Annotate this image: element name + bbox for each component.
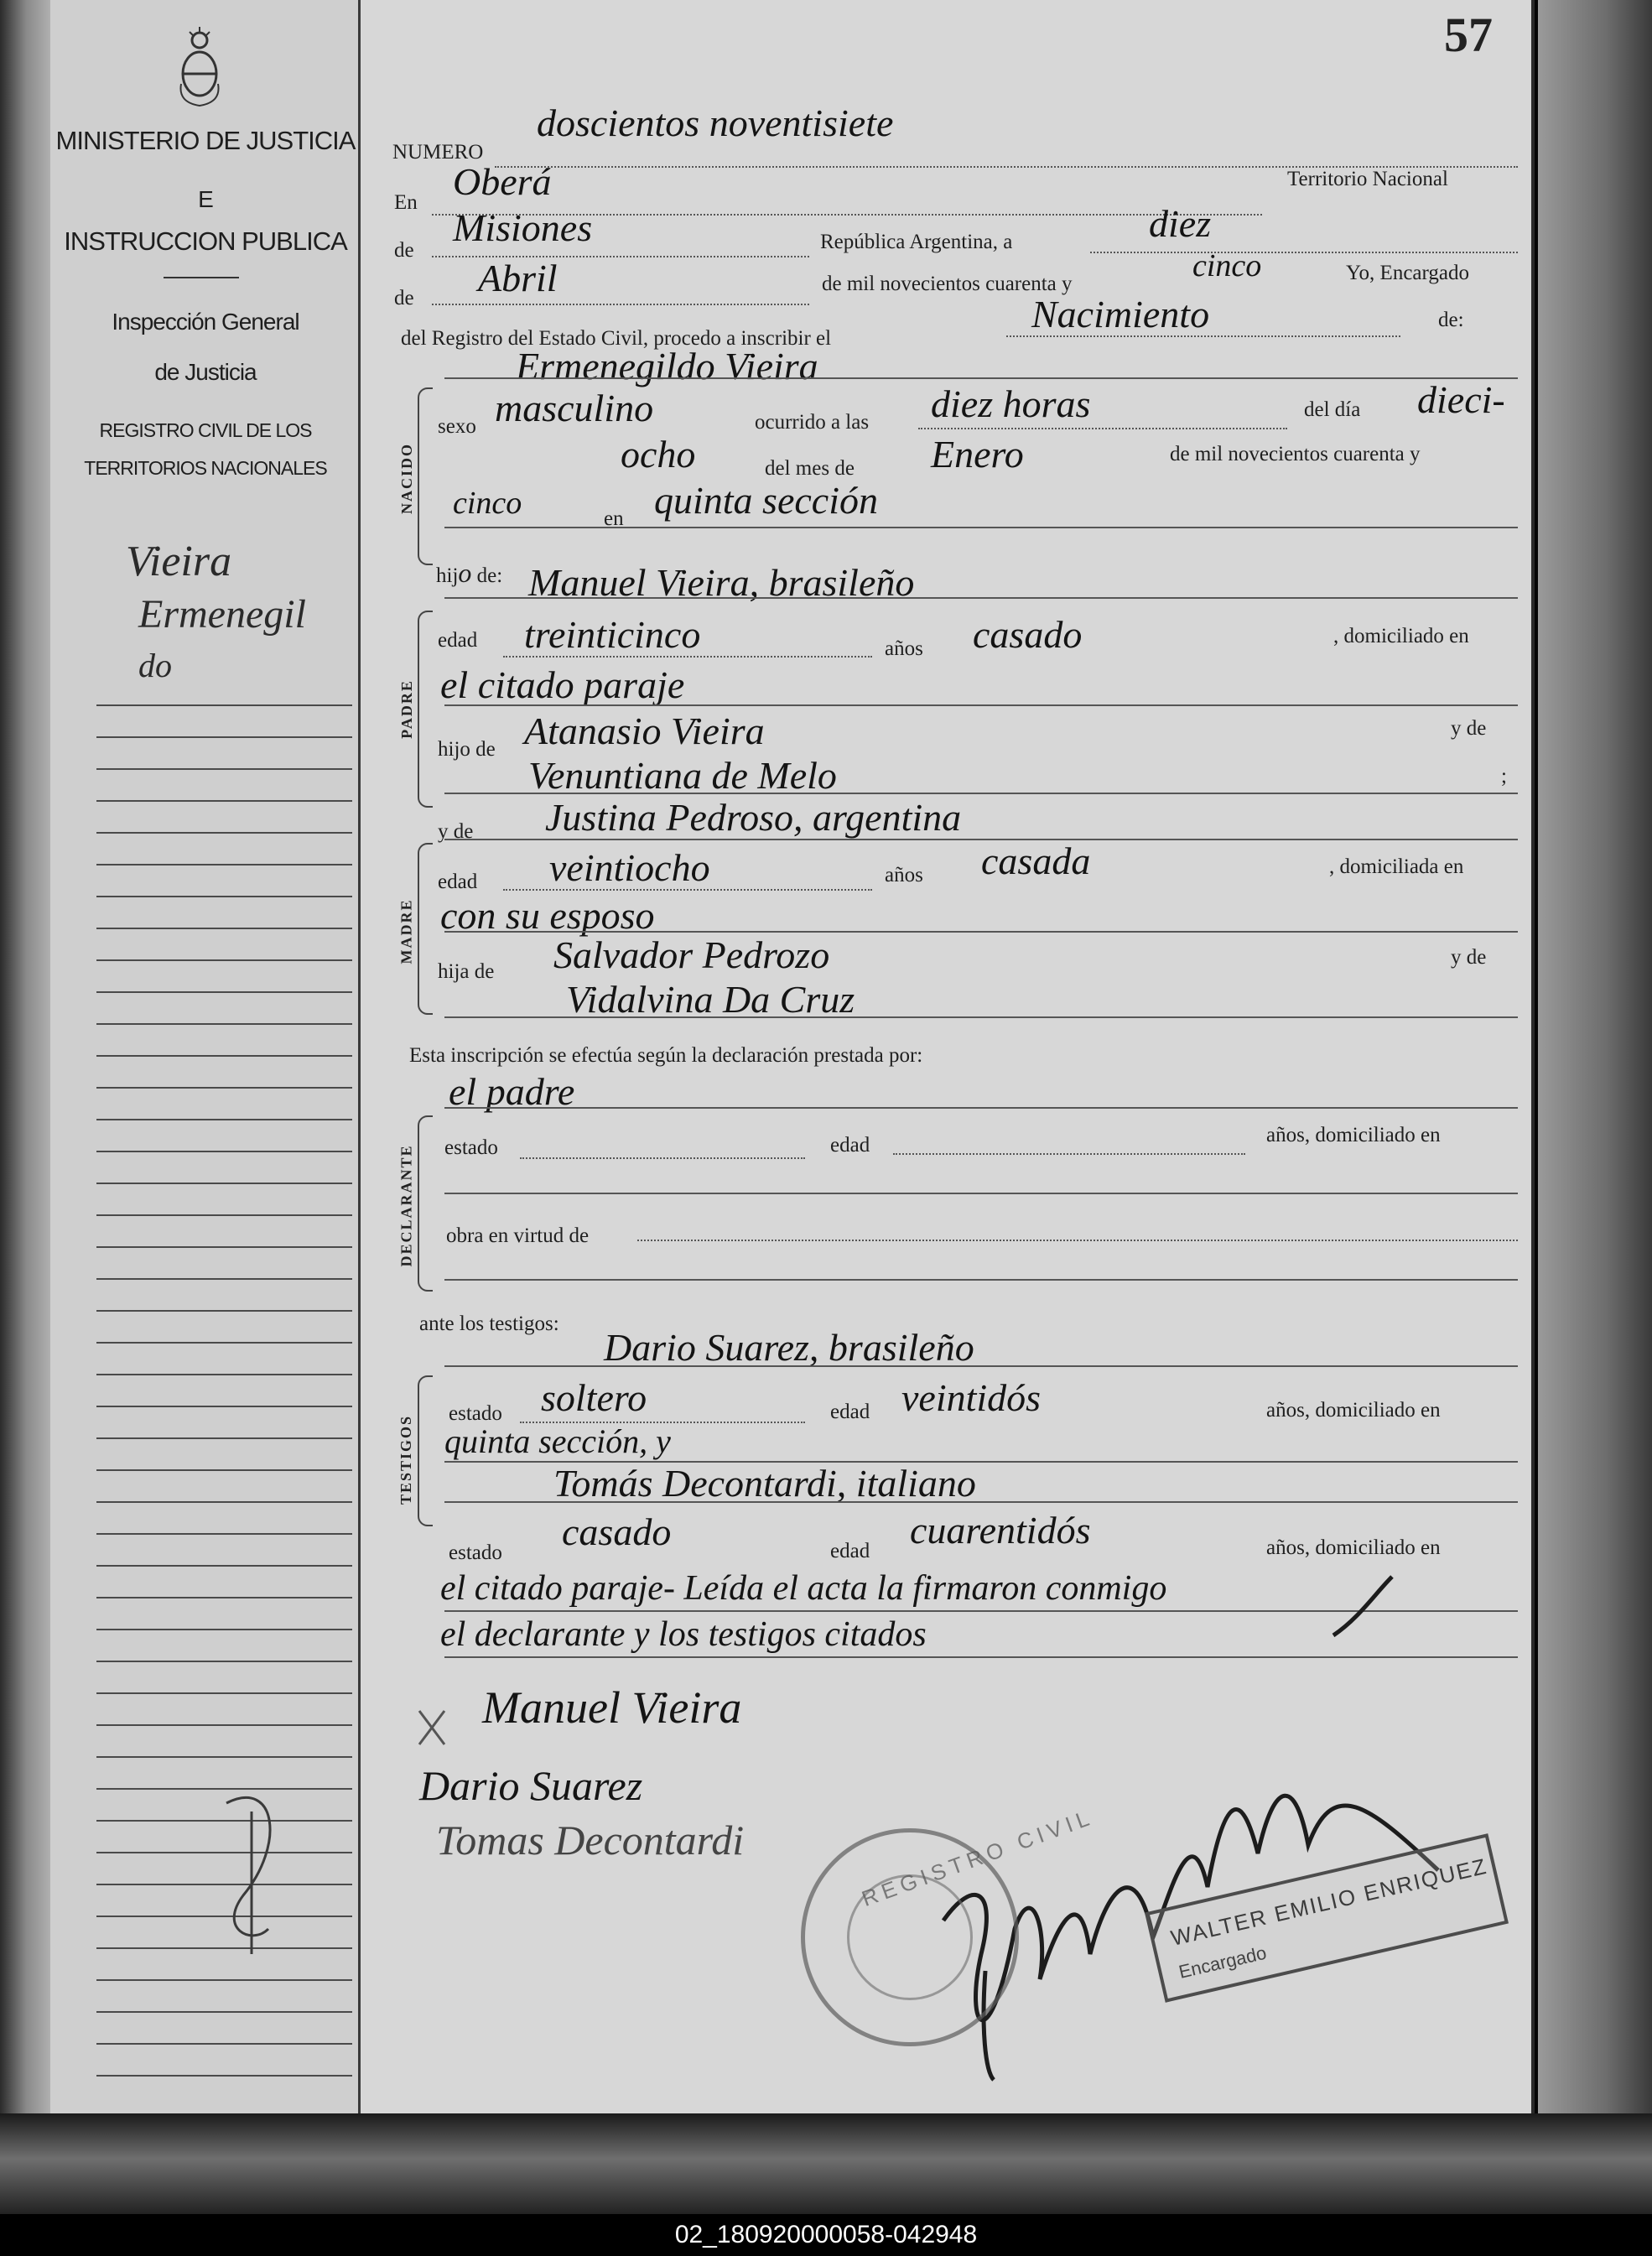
- testigo2-edad-label: edad: [830, 1540, 870, 1562]
- mes-nacimiento-value: Enero: [931, 433, 1024, 476]
- testigo1-nombre: Dario Suarez, brasileño: [604, 1326, 974, 1369]
- testigo1-estado-value: soltero: [541, 1376, 647, 1419]
- madre-edad-value: veintiocho: [549, 846, 710, 889]
- padre-anios-label: años: [885, 637, 923, 660]
- abuela-materna-value: Vidalvina Da Cruz: [566, 978, 855, 1021]
- hora-value: diez horas: [931, 382, 1091, 425]
- acto-value: Nacimiento: [1031, 293, 1210, 335]
- mil-nacimiento-label: de mil novecientos cuarenta y: [1170, 443, 1421, 465]
- declarante-nombre: el padre: [449, 1070, 575, 1113]
- stub-surname: Vieira: [126, 538, 232, 585]
- testigos-side-label: TESTIGOS: [397, 1414, 415, 1505]
- stub-given-name-end: do: [138, 647, 172, 684]
- ocurrido-label: ocurrido a las: [755, 411, 870, 434]
- madre-y-de-label-2: y de: [1451, 946, 1487, 969]
- del-mes-label: del mes de: [765, 457, 855, 480]
- mil-label: de mil novecientos cuarenta y: [822, 273, 1073, 295]
- de-label-1: de: [394, 239, 414, 262]
- anio-value: cinco: [1192, 248, 1262, 283]
- padre-y-de-label: y de: [1451, 717, 1487, 740]
- abuelo-paterno-value: Atanasio Vieira: [524, 710, 765, 752]
- madre-anios-label: años: [885, 864, 923, 886]
- padre-side-label: PADRE: [397, 678, 415, 739]
- abuelo-materno-value: Salvador Pedrozo: [553, 933, 830, 976]
- madre-side-label: MADRE: [397, 898, 415, 964]
- republica-label: República Argentina, a: [820, 231, 1013, 253]
- mes-value: Abril: [478, 257, 558, 299]
- numero-value: doscientos noventisiete: [537, 101, 894, 144]
- dia-nacimiento-value: dieci-: [1417, 378, 1505, 421]
- testigo1-estado-label: estado: [449, 1402, 502, 1425]
- de-label-3: de:: [1438, 309, 1464, 331]
- padre-hijo-de-label: hijo de: [438, 738, 496, 761]
- ministry-title: MINISTERIO DE JUSTICIA: [55, 126, 356, 155]
- testigo1-anios-label: años, domiciliado en: [1266, 1399, 1441, 1422]
- ministry-subtitle: INSTRUCCION PUBLICA: [64, 226, 347, 256]
- inspection-title: Inspección General: [112, 309, 299, 335]
- padre-edad-label: edad: [438, 629, 478, 652]
- testigo1-edad-value: veintidós: [901, 1376, 1042, 1419]
- dia-nacimiento-value-cont: ocho: [621, 433, 696, 476]
- declaracion-intro: Esta inscripción se efectúa según la declaración prestada por:: [409, 1044, 923, 1067]
- padre-semicolon: ;: [1501, 765, 1507, 788]
- en-nacimiento-label: en: [604, 507, 624, 530]
- sexo-label: sexo: [438, 415, 476, 438]
- testigo2-estado-label: estado: [449, 1541, 502, 1564]
- madre-edad-label: edad: [438, 871, 478, 893]
- testigos-intro: ante los testigos:: [419, 1313, 559, 1335]
- firma-testigo-1: Dario Suarez: [419, 1762, 643, 1809]
- en-value: Oberá: [453, 160, 552, 203]
- declarante-estado-label: estado: [444, 1136, 498, 1159]
- declarante-anios-label: años, domiciliado en: [1266, 1124, 1441, 1146]
- madre-domiciliada-label: , domiciliada en: [1329, 855, 1464, 878]
- declarante-side-label: DECLARANTE: [397, 1144, 415, 1267]
- registry-subtitle: TERRITORIOS NACIONALES: [84, 457, 327, 479]
- dia-value: diez: [1149, 202, 1212, 245]
- registry-title: REGISTRO CIVIL DE LOS: [99, 419, 312, 441]
- de-label-2: de: [394, 287, 414, 309]
- testigo2-anios-label: años, domiciliado en: [1266, 1536, 1441, 1559]
- madre-domicilio-value: con su esposo: [440, 894, 655, 937]
- padre-nombre: Manuel Vieira, brasileño: [528, 561, 915, 604]
- stub-given-name: Ermenegil: [138, 592, 306, 637]
- declarante-edad-label: edad: [830, 1134, 870, 1157]
- padre-domicilio-value: el citado paraje: [440, 663, 685, 706]
- territorio-label: Territorio Nacional: [1287, 168, 1448, 190]
- ministry-conjunction: E: [198, 186, 213, 212]
- officer-title: Encargado: [1177, 1942, 1269, 1983]
- del-dia-label: del día: [1304, 398, 1361, 421]
- madre-nombre: Justina Pedroso, argentina: [545, 796, 962, 839]
- firma-testigo-2: Tomas Decontardi: [436, 1817, 745, 1864]
- madre-estado-value: casada: [981, 840, 1091, 882]
- firma-declarante: Manuel Vieira: [482, 1682, 742, 1733]
- yo-encargado-label: Yo, Encargado: [1346, 262, 1469, 284]
- sexo-value: masculino: [495, 387, 654, 429]
- officer-name: WALTER EMILIO ENRIQUEZ: [1168, 1853, 1490, 1951]
- abuela-paterna-value: Venuntiana de Melo: [528, 754, 837, 797]
- padre-domiciliado-label: , domiciliado en: [1333, 625, 1469, 647]
- padre-estado-value: casado: [973, 613, 1083, 656]
- madre-hija-de-label: hija de: [438, 960, 495, 983]
- cierre-linea-1: el citado paraje- Leída el acta la firmaron conmigo: [440, 1569, 1167, 1608]
- madre-y-de-label: y de: [438, 820, 474, 843]
- testigo2-edad-value: cuarentidós: [910, 1509, 1091, 1552]
- numero-label: NUMERO: [392, 141, 484, 164]
- registro-label: del Registro del Estado Civil, procedo a inscribir el: [401, 327, 832, 350]
- image-caption: 02_180920000058-042948: [0, 2214, 1652, 2256]
- nacido-side-label: NACIDO: [397, 442, 415, 514]
- round-stamp-text: REGISTRO CIVIL: [858, 1803, 1098, 1912]
- inspection-subtitle: de Justicia: [154, 359, 257, 385]
- testigo1-domicilio-value: quinta sección, y: [444, 1422, 671, 1460]
- inscrito-nombre: Ermenegildo Vieira: [516, 345, 818, 387]
- cierre-linea-2: el declarante y los testigos citados: [440, 1615, 927, 1654]
- lugar-nacimiento-value: quinta sección: [654, 479, 878, 522]
- testigo1-edad-label: edad: [830, 1401, 870, 1423]
- book-bottom-edge: [0, 2113, 1652, 2214]
- obra-en-virtud-label: obra en virtud de: [446, 1224, 590, 1247]
- testigo2-estado-value: casado: [562, 1510, 672, 1553]
- testigo2-nombre: Tomás Decontardi, italiano: [553, 1462, 976, 1505]
- provincia-value: Misiones: [453, 206, 593, 249]
- en-label: En: [394, 191, 418, 214]
- hijo-label: hijo de:: [436, 558, 503, 588]
- page-number: 57: [1444, 8, 1493, 62]
- anio-nacimiento-value: cinco: [453, 486, 522, 521]
- padre-edad-value: treinticinco: [524, 613, 701, 656]
